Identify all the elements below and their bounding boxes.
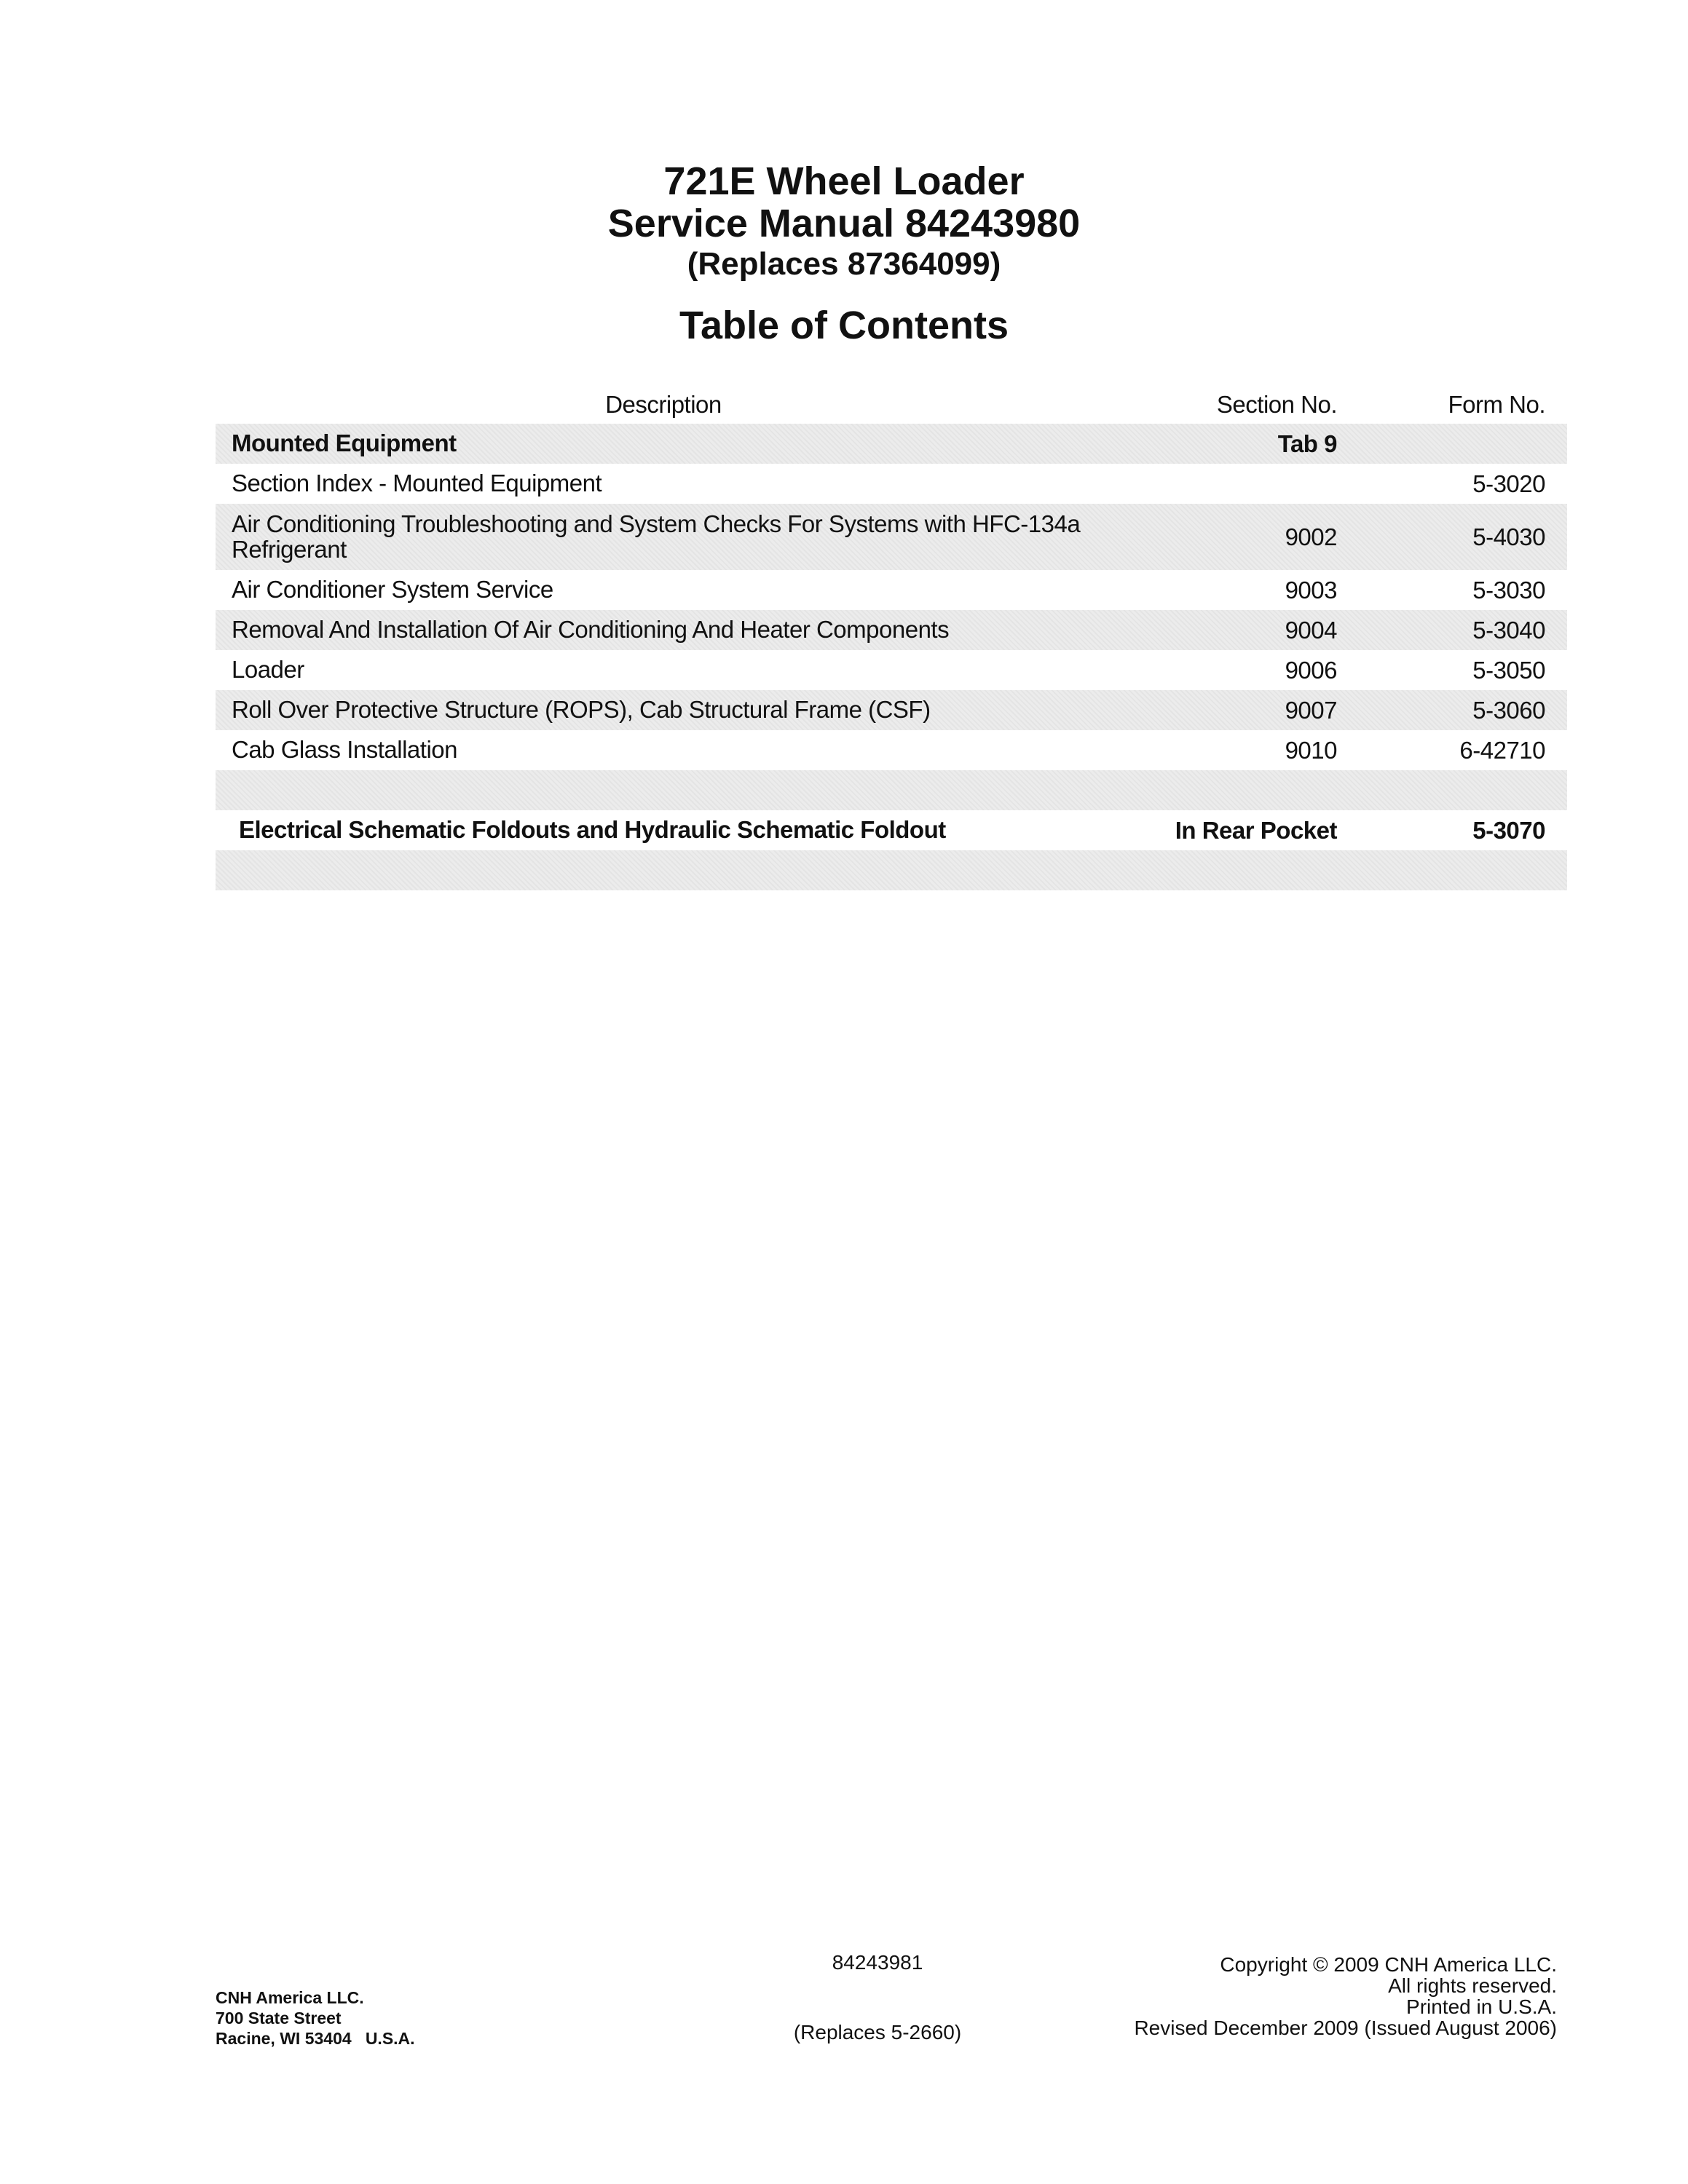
toc-header-row [216, 386, 1567, 424]
col-header-description: Description [605, 390, 722, 418]
toc-description: Section Index - Mounted Equipment [232, 470, 602, 497]
toc-form-number: 5-3070 [1472, 816, 1545, 844]
toc-section-number: 9004 [1285, 616, 1337, 644]
col-header-form: Form No. [1448, 391, 1545, 418]
toc-section-number: 9002 [1285, 523, 1337, 550]
toc-section-number: 9003 [1285, 576, 1337, 604]
toc-section-number: 9010 [1285, 736, 1337, 764]
col-header-section: Section No. [1216, 391, 1337, 418]
toc-description: Removal And Installation Of Air Conditioning And Heater Components [232, 616, 950, 644]
toc-row [216, 810, 1567, 850]
toc-form-number: 5-3030 [1472, 576, 1545, 604]
toc-row [216, 504, 1567, 570]
toc-body [216, 424, 1567, 890]
address-line: CNH America LLC. [216, 1988, 364, 2007]
copyright-line: Revised December 2009 (Issued August 2006) [1134, 2017, 1557, 2039]
toc-description: Mounted Equipment [232, 430, 457, 457]
toc-row [216, 650, 1567, 690]
toc-section-number: Tab 9 [1277, 430, 1337, 457]
toc-section-number: 9007 [1285, 696, 1337, 724]
company-address [216, 1987, 415, 2049]
toc-table [216, 386, 1567, 890]
toc-description: Air Conditioning Troubleshooting and System Checks For Systems with HFC-134a Refrigerant [232, 510, 1081, 563]
toc-row [216, 424, 1567, 464]
toc-description: Roll Over Protective Structure (ROPS), Cab Structural Frame (CSF) [232, 696, 931, 724]
toc-form-number: 5-3060 [1472, 696, 1545, 724]
document-header [0, 160, 1688, 348]
toc-row [216, 610, 1567, 650]
address-line: Racine, WI 53404 U.S.A. [216, 2029, 415, 2048]
toc-description: Cab Glass Installation [232, 736, 457, 764]
toc-description: Air Conditioner System Service [232, 576, 553, 604]
toc-form-number: 5-3040 [1472, 616, 1545, 644]
toc-row [216, 570, 1567, 610]
replaces-note: (Replaces 87364099) [687, 245, 1001, 282]
toc-section-number: 9006 [1285, 656, 1337, 684]
toc-section-number: In Rear Pocket [1175, 816, 1337, 844]
toc-form-number: 5-3050 [1472, 656, 1545, 684]
toc-description: Electrical Schematic Foldouts and Hydraulic Schematic Foldout [239, 816, 946, 844]
copyright-line: Copyright © 2009 CNH America LLC. [1220, 1953, 1557, 1976]
toc-form-number: 6-42710 [1459, 736, 1545, 764]
form-replaces: (Replaces 5-2660) [793, 2021, 962, 2043]
document-title: 721E Wheel Loader [663, 159, 1025, 203]
toc-form-number: 5-3020 [1472, 470, 1545, 497]
toc-title: Table of Contents [679, 304, 1009, 348]
toc-row [216, 464, 1567, 504]
toc-row [216, 690, 1567, 730]
copyright-line: All rights reserved. [1388, 1974, 1557, 1997]
toc-description: Loader [232, 656, 304, 684]
copyright-block [1134, 1954, 1557, 2038]
toc-row [216, 730, 1567, 770]
address-line: 700 State Street [216, 2009, 342, 2027]
toc-row [216, 770, 1567, 810]
form-number: 84243981 [832, 1951, 923, 1974]
toc-row [216, 850, 1567, 890]
manual-number: Service Manual 84243980 [607, 202, 1081, 246]
copyright-line: Printed in U.S.A. [1406, 1995, 1557, 2018]
toc-form-number: 5-4030 [1472, 523, 1545, 550]
